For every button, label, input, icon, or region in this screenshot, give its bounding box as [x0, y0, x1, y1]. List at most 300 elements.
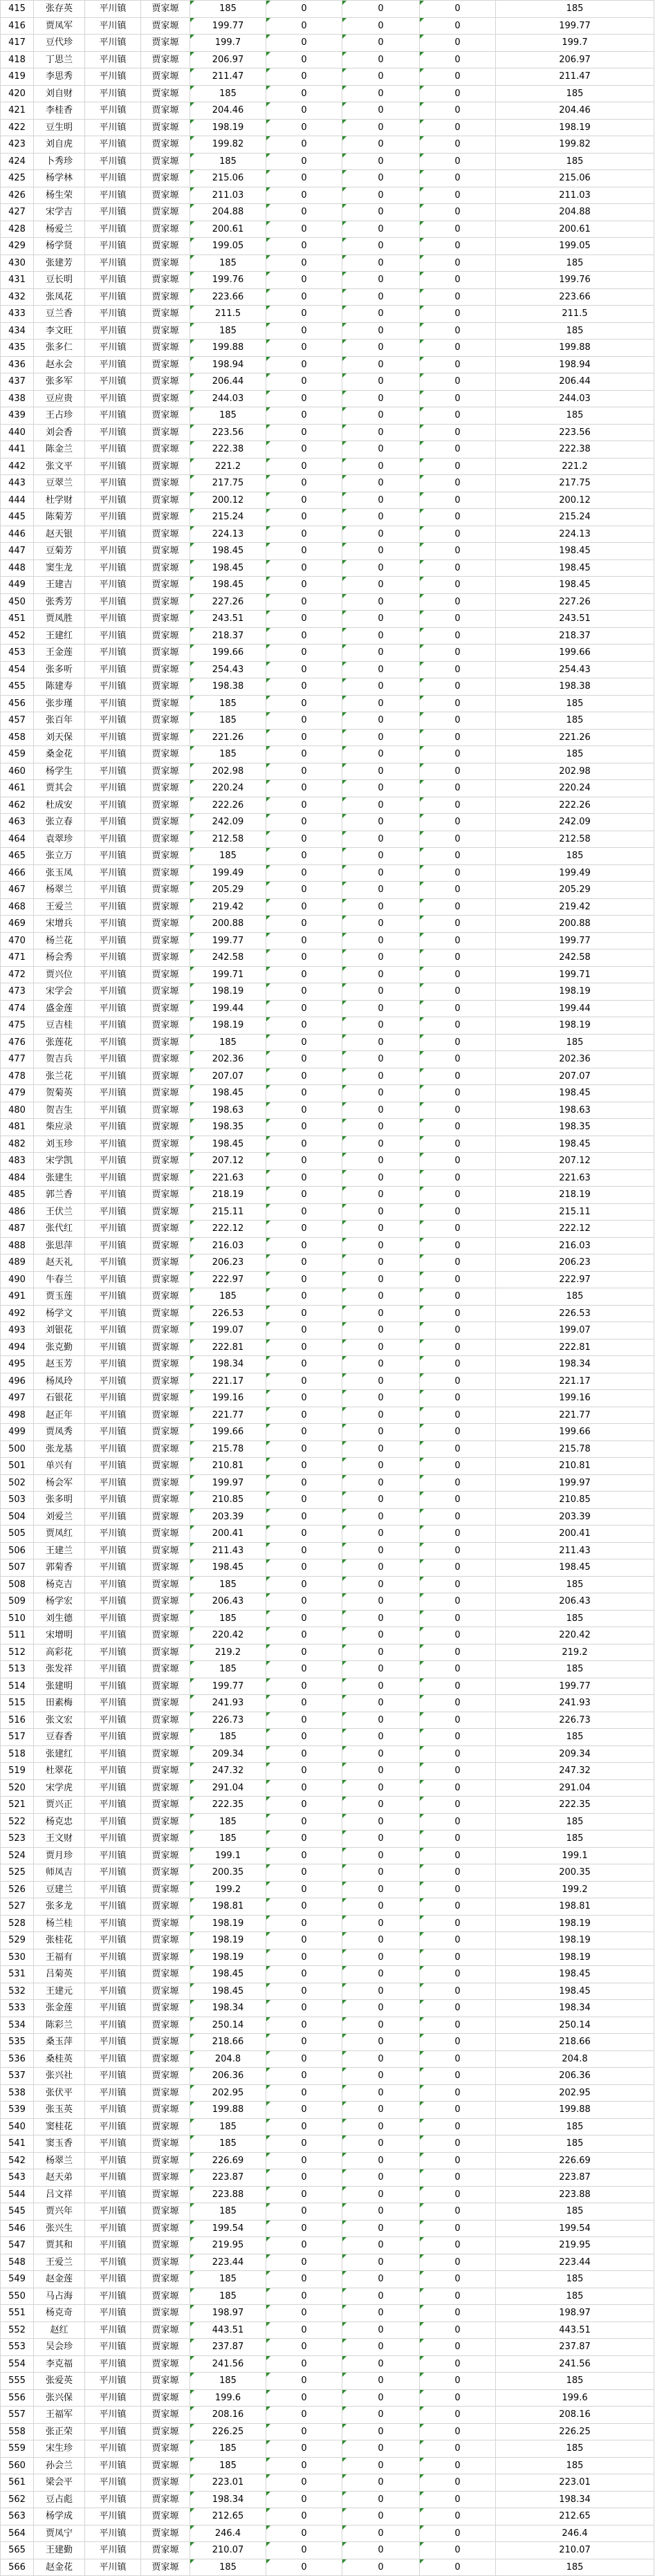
column-3-cell[interactable]: 0 [420, 2050, 496, 2068]
column-1-cell[interactable]: 0 [266, 2254, 342, 2271]
column-2-cell[interactable]: 0 [342, 1034, 420, 1051]
town-cell[interactable]: 平川镇 [85, 2491, 141, 2508]
name-cell[interactable]: 张多听 [34, 661, 85, 678]
total-cell[interactable]: 291.04 [496, 1779, 654, 1797]
name-cell[interactable]: 王文财 [34, 1831, 85, 1848]
column-3-cell[interactable]: 0 [420, 2203, 496, 2221]
name-cell[interactable]: 杨翠兰 [34, 882, 85, 899]
column-3-cell[interactable]: 0 [420, 916, 496, 933]
total-cell[interactable]: 220.24 [496, 780, 654, 797]
amount-cell[interactable]: 185 [190, 2271, 266, 2288]
column-3-cell[interactable]: 0 [420, 1864, 496, 1882]
column-2-cell[interactable]: 0 [342, 2559, 420, 2576]
row-number-cell[interactable]: 487 [1, 1221, 34, 1238]
town-cell[interactable]: 平川镇 [85, 949, 141, 967]
row-number-cell[interactable]: 501 [1, 1458, 34, 1475]
column-1-cell[interactable]: 0 [266, 2203, 342, 2221]
amount-cell[interactable]: 198.45 [190, 1966, 266, 1983]
amount-cell[interactable]: 198.19 [190, 1932, 266, 1949]
village-cell[interactable]: 贾家塬 [141, 1169, 190, 1187]
column-1-cell[interactable]: 0 [266, 577, 342, 594]
amount-cell[interactable]: 254.43 [190, 661, 266, 678]
total-cell[interactable]: 185 [496, 746, 654, 763]
column-3-cell[interactable]: 0 [420, 559, 496, 577]
row-number-cell[interactable]: 461 [1, 780, 34, 797]
total-cell[interactable]: 185 [496, 1610, 654, 1627]
name-cell[interactable]: 杨学文 [34, 1305, 85, 1322]
row-number-cell[interactable]: 541 [1, 2135, 34, 2153]
name-cell[interactable]: 杜成安 [34, 797, 85, 814]
total-cell[interactable]: 185 [496, 1576, 654, 1593]
town-cell[interactable]: 平川镇 [85, 1745, 141, 1763]
row-number-cell[interactable]: 467 [1, 882, 34, 899]
total-cell[interactable]: 198.34 [496, 2491, 654, 2508]
column-3-cell[interactable]: 0 [420, 2339, 496, 2356]
town-cell[interactable]: 平川镇 [85, 1559, 141, 1577]
column-1-cell[interactable]: 0 [266, 85, 342, 102]
row-number-cell[interactable]: 421 [1, 102, 34, 120]
total-cell[interactable]: 185 [496, 153, 654, 170]
row-number-cell[interactable]: 498 [1, 1407, 34, 1424]
name-cell[interactable]: 赵玉芳 [34, 1356, 85, 1373]
town-cell[interactable]: 平川镇 [85, 916, 141, 933]
town-cell[interactable]: 平川镇 [85, 1356, 141, 1373]
town-cell[interactable]: 平川镇 [85, 1932, 141, 1949]
column-1-cell[interactable]: 0 [266, 898, 342, 916]
total-cell[interactable]: 199.49 [496, 864, 654, 882]
column-1-cell[interactable]: 0 [266, 763, 342, 780]
town-cell[interactable]: 平川镇 [85, 1526, 141, 1543]
amount-cell[interactable]: 202.95 [190, 2084, 266, 2102]
column-2-cell[interactable]: 0 [342, 1288, 420, 1306]
column-3-cell[interactable]: 0 [420, 1678, 496, 1695]
column-2-cell[interactable]: 0 [342, 1864, 420, 1882]
amount-cell[interactable]: 185 [190, 2118, 266, 2135]
village-cell[interactable]: 贾家塬 [141, 2017, 190, 2034]
town-cell[interactable]: 平川镇 [85, 2050, 141, 2068]
column-2-cell[interactable]: 0 [342, 712, 420, 730]
village-cell[interactable]: 贾家塬 [141, 1797, 190, 1814]
row-number-cell[interactable]: 514 [1, 1678, 34, 1695]
row-number-cell[interactable]: 499 [1, 1424, 34, 1441]
column-2-cell[interactable]: 0 [342, 2322, 420, 2339]
village-cell[interactable]: 贾家塬 [141, 1915, 190, 1932]
name-cell[interactable]: 张多军 [34, 373, 85, 391]
town-cell[interactable]: 平川镇 [85, 1644, 141, 1661]
village-cell[interactable]: 贾家塬 [141, 238, 190, 255]
column-1-cell[interactable]: 0 [266, 1949, 342, 1966]
column-1-cell[interactable]: 0 [266, 306, 342, 323]
village-cell[interactable]: 贾家塬 [141, 170, 190, 187]
column-2-cell[interactable]: 0 [342, 1271, 420, 1288]
village-cell[interactable]: 贾家塬 [141, 2068, 190, 2085]
town-cell[interactable]: 平川镇 [85, 1085, 141, 1102]
village-cell[interactable]: 贾家塬 [141, 407, 190, 425]
town-cell[interactable]: 平川镇 [85, 1119, 141, 1136]
column-1-cell[interactable]: 0 [266, 1119, 342, 1136]
name-cell[interactable]: 宋增兵 [34, 916, 85, 933]
row-number-cell[interactable]: 493 [1, 1322, 34, 1340]
name-cell[interactable]: 张爱英 [34, 2373, 85, 2390]
amount-cell[interactable]: 199.6 [190, 2389, 266, 2407]
village-cell[interactable]: 贾家塬 [141, 136, 190, 154]
total-cell[interactable]: 205.29 [496, 882, 654, 899]
amount-cell[interactable]: 226.69 [190, 2152, 266, 2169]
total-cell[interactable]: 237.87 [496, 2339, 654, 2356]
name-cell[interactable]: 张建红 [34, 1745, 85, 1763]
row-number-cell[interactable]: 452 [1, 627, 34, 645]
village-cell[interactable]: 贾家塬 [141, 51, 190, 68]
village-cell[interactable]: 贾家塬 [141, 1593, 190, 1611]
column-2-cell[interactable]: 0 [342, 1915, 420, 1932]
amount-cell[interactable]: 226.53 [190, 1305, 266, 1322]
column-1-cell[interactable]: 0 [266, 102, 342, 120]
column-1-cell[interactable]: 0 [266, 1779, 342, 1797]
amount-cell[interactable]: 247.32 [190, 1763, 266, 1780]
row-number-cell[interactable]: 465 [1, 848, 34, 865]
village-cell[interactable]: 贾家塬 [141, 1373, 190, 1390]
column-1-cell[interactable]: 0 [266, 1542, 342, 1559]
village-cell[interactable]: 贾家塬 [141, 2152, 190, 2169]
column-2-cell[interactable]: 0 [342, 2254, 420, 2271]
village-cell[interactable]: 贾家塬 [141, 475, 190, 492]
column-3-cell[interactable]: 0 [420, 272, 496, 289]
town-cell[interactable]: 平川镇 [85, 1034, 141, 1051]
town-cell[interactable]: 平川镇 [85, 1203, 141, 1221]
column-3-cell[interactable]: 0 [420, 340, 496, 357]
row-number-cell[interactable]: 513 [1, 1661, 34, 1678]
column-2-cell[interactable]: 0 [342, 1949, 420, 1966]
name-cell[interactable]: 王建红 [34, 627, 85, 645]
total-cell[interactable]: 223.66 [496, 288, 654, 306]
total-cell[interactable]: 204.8 [496, 2050, 654, 2068]
column-3-cell[interactable]: 0 [420, 1085, 496, 1102]
column-1-cell[interactable]: 0 [266, 51, 342, 68]
column-1-cell[interactable]: 0 [266, 2220, 342, 2237]
amount-cell[interactable]: 185 [190, 1034, 266, 1051]
name-cell[interactable]: 张立春 [34, 814, 85, 831]
town-cell[interactable]: 平川镇 [85, 1271, 141, 1288]
amount-cell[interactable]: 208.16 [190, 2407, 266, 2424]
town-cell[interactable]: 平川镇 [85, 204, 141, 221]
total-cell[interactable]: 199.54 [496, 2220, 654, 2237]
amount-cell[interactable]: 222.26 [190, 797, 266, 814]
village-cell[interactable]: 贾家塬 [141, 2339, 190, 2356]
town-cell[interactable]: 平川镇 [85, 1, 141, 18]
column-2-cell[interactable]: 0 [342, 577, 420, 594]
village-cell[interactable]: 贾家塬 [141, 2407, 190, 2424]
amount-cell[interactable]: 211.5 [190, 306, 266, 323]
row-number-cell[interactable]: 558 [1, 2423, 34, 2440]
amount-cell[interactable]: 242.09 [190, 814, 266, 831]
column-2-cell[interactable]: 0 [342, 1559, 420, 1577]
column-1-cell[interactable]: 0 [266, 509, 342, 526]
column-1-cell[interactable]: 0 [266, 373, 342, 391]
village-cell[interactable]: 贾家塬 [141, 1119, 190, 1136]
row-number-cell[interactable]: 534 [1, 2017, 34, 2034]
amount-cell[interactable]: 237.87 [190, 2339, 266, 2356]
amount-cell[interactable]: 212.65 [190, 2508, 266, 2526]
column-1-cell[interactable]: 0 [266, 1847, 342, 1864]
village-cell[interactable]: 贾家塬 [141, 831, 190, 848]
row-number-cell[interactable]: 480 [1, 1102, 34, 1119]
row-number-cell[interactable]: 415 [1, 1, 34, 18]
row-number-cell[interactable]: 429 [1, 238, 34, 255]
town-cell[interactable]: 平川镇 [85, 272, 141, 289]
column-3-cell[interactable]: 0 [420, 1915, 496, 1932]
name-cell[interactable]: 杨会秀 [34, 949, 85, 967]
town-cell[interactable]: 平川镇 [85, 848, 141, 865]
column-1-cell[interactable]: 0 [266, 559, 342, 577]
amount-cell[interactable]: 216.03 [190, 1237, 266, 1254]
column-2-cell[interactable]: 0 [342, 68, 420, 86]
column-1-cell[interactable]: 0 [266, 661, 342, 678]
name-cell[interactable]: 杜学财 [34, 492, 85, 509]
name-cell[interactable]: 赵红 [34, 2322, 85, 2339]
column-2-cell[interactable]: 0 [342, 1051, 420, 1068]
village-cell[interactable]: 贾家塬 [141, 678, 190, 696]
town-cell[interactable]: 平川镇 [85, 221, 141, 238]
total-cell[interactable]: 185 [496, 2457, 654, 2474]
total-cell[interactable]: 210.81 [496, 1458, 654, 1475]
town-cell[interactable]: 平川镇 [85, 458, 141, 475]
row-number-cell[interactable]: 481 [1, 1119, 34, 1136]
column-3-cell[interactable]: 0 [420, 1068, 496, 1085]
town-cell[interactable]: 平川镇 [85, 51, 141, 68]
column-1-cell[interactable]: 0 [266, 1339, 342, 1356]
column-1-cell[interactable]: 0 [266, 593, 342, 611]
town-cell[interactable]: 平川镇 [85, 2305, 141, 2322]
row-number-cell[interactable]: 442 [1, 458, 34, 475]
amount-cell[interactable]: 198.34 [190, 1356, 266, 1373]
column-3-cell[interactable]: 0 [420, 373, 496, 391]
town-cell[interactable]: 平川镇 [85, 424, 141, 441]
column-3-cell[interactable]: 0 [420, 1424, 496, 1441]
total-cell[interactable]: 222.26 [496, 797, 654, 814]
amount-cell[interactable]: 185 [190, 1288, 266, 1306]
column-2-cell[interactable]: 0 [342, 2373, 420, 2390]
column-3-cell[interactable]: 0 [420, 543, 496, 560]
column-3-cell[interactable]: 0 [420, 1000, 496, 1017]
name-cell[interactable]: 豆菊芳 [34, 543, 85, 560]
row-number-cell[interactable]: 562 [1, 2491, 34, 2508]
column-1-cell[interactable]: 0 [266, 2050, 342, 2068]
amount-cell[interactable]: 198.45 [190, 1983, 266, 2000]
amount-cell[interactable]: 199.88 [190, 2102, 266, 2119]
column-1-cell[interactable]: 0 [266, 2000, 342, 2017]
village-cell[interactable]: 贾家塬 [141, 1, 190, 18]
village-cell[interactable]: 贾家塬 [141, 1288, 190, 1306]
amount-cell[interactable]: 223.87 [190, 2169, 266, 2187]
town-cell[interactable]: 平川镇 [85, 1542, 141, 1559]
column-3-cell[interactable]: 0 [420, 2457, 496, 2474]
column-3-cell[interactable]: 0 [420, 2508, 496, 2526]
town-cell[interactable]: 平川镇 [85, 1288, 141, 1306]
town-cell[interactable]: 平川镇 [85, 288, 141, 306]
total-cell[interactable]: 226.69 [496, 2152, 654, 2169]
row-number-cell[interactable]: 560 [1, 2457, 34, 2474]
column-2-cell[interactable]: 0 [342, 2034, 420, 2051]
town-cell[interactable]: 平川镇 [85, 1983, 141, 2000]
column-3-cell[interactable]: 0 [420, 1661, 496, 1678]
name-cell[interactable]: 贾兴位 [34, 966, 85, 983]
village-cell[interactable]: 贾家塬 [141, 2305, 190, 2322]
column-3-cell[interactable]: 0 [420, 2373, 496, 2390]
column-1-cell[interactable]: 0 [266, 1, 342, 18]
row-number-cell[interactable]: 535 [1, 2034, 34, 2051]
town-cell[interactable]: 平川镇 [85, 2525, 141, 2542]
village-cell[interactable]: 贾家塬 [141, 983, 190, 1001]
column-1-cell[interactable]: 0 [266, 1017, 342, 1035]
row-number-cell[interactable]: 538 [1, 2084, 34, 2102]
column-2-cell[interactable]: 0 [342, 407, 420, 425]
column-2-cell[interactable]: 0 [342, 2474, 420, 2492]
row-number-cell[interactable]: 510 [1, 1610, 34, 1627]
name-cell[interactable]: 张正荣 [34, 2423, 85, 2440]
total-cell[interactable]: 218.37 [496, 627, 654, 645]
name-cell[interactable]: 梁会平 [34, 2474, 85, 2492]
total-cell[interactable]: 246.4 [496, 2525, 654, 2542]
column-1-cell[interactable]: 0 [266, 340, 342, 357]
column-3-cell[interactable]: 0 [420, 1017, 496, 1035]
column-2-cell[interactable]: 0 [342, 1813, 420, 1831]
total-cell[interactable]: 185 [496, 85, 654, 102]
name-cell[interactable]: 窦桂花 [34, 2118, 85, 2135]
column-2-cell[interactable]: 0 [342, 1237, 420, 1254]
town-cell[interactable]: 平川镇 [85, 2339, 141, 2356]
village-cell[interactable]: 贾家塬 [141, 1576, 190, 1593]
name-cell[interactable]: 张建明 [34, 1678, 85, 1695]
column-3-cell[interactable]: 0 [420, 356, 496, 373]
name-cell[interactable]: 张多龙 [34, 1898, 85, 1916]
column-3-cell[interactable]: 0 [420, 2102, 496, 2119]
column-2-cell[interactable]: 0 [342, 136, 420, 154]
total-cell[interactable]: 207.12 [496, 1153, 654, 1170]
column-2-cell[interactable]: 0 [342, 2220, 420, 2237]
column-1-cell[interactable]: 0 [266, 1526, 342, 1543]
column-1-cell[interactable]: 0 [266, 153, 342, 170]
column-1-cell[interactable]: 0 [266, 136, 342, 154]
column-2-cell[interactable]: 0 [342, 509, 420, 526]
town-cell[interactable]: 平川镇 [85, 729, 141, 746]
name-cell[interactable]: 孙会兰 [34, 2457, 85, 2474]
row-number-cell[interactable]: 435 [1, 340, 34, 357]
name-cell[interactable]: 陈彩兰 [34, 2017, 85, 2034]
name-cell[interactable]: 刘天保 [34, 729, 85, 746]
name-cell[interactable]: 丁思兰 [34, 51, 85, 68]
column-2-cell[interactable]: 0 [342, 1373, 420, 1390]
amount-cell[interactable]: 443.51 [190, 2322, 266, 2339]
total-cell[interactable]: 185 [496, 1813, 654, 1831]
column-2-cell[interactable]: 0 [342, 2000, 420, 2017]
row-number-cell[interactable]: 443 [1, 475, 34, 492]
amount-cell[interactable]: 226.73 [190, 1712, 266, 1729]
row-number-cell[interactable]: 455 [1, 678, 34, 696]
village-cell[interactable]: 贾家塬 [141, 1898, 190, 1916]
column-2-cell[interactable]: 0 [342, 966, 420, 983]
name-cell[interactable]: 窦玉香 [34, 2135, 85, 2153]
column-1-cell[interactable]: 0 [266, 1881, 342, 1898]
name-cell[interactable]: 张桂花 [34, 1932, 85, 1949]
row-number-cell[interactable]: 477 [1, 1051, 34, 1068]
town-cell[interactable]: 平川镇 [85, 1221, 141, 1238]
column-3-cell[interactable]: 0 [420, 2118, 496, 2135]
name-cell[interactable]: 豆代珍 [34, 35, 85, 52]
amount-cell[interactable]: 223.01 [190, 2474, 266, 2492]
town-cell[interactable]: 平川镇 [85, 2389, 141, 2407]
amount-cell[interactable]: 215.11 [190, 1203, 266, 1221]
village-cell[interactable]: 贾家塬 [141, 1068, 190, 1085]
column-3-cell[interactable]: 0 [420, 1102, 496, 1119]
row-number-cell[interactable]: 557 [1, 2407, 34, 2424]
column-3-cell[interactable]: 0 [420, 1305, 496, 1322]
village-cell[interactable]: 贾家塬 [141, 2203, 190, 2221]
amount-cell[interactable]: 222.12 [190, 1221, 266, 1238]
column-3-cell[interactable]: 0 [420, 831, 496, 848]
town-cell[interactable]: 平川镇 [85, 492, 141, 509]
column-2-cell[interactable]: 0 [342, 306, 420, 323]
amount-cell[interactable]: 198.94 [190, 356, 266, 373]
village-cell[interactable]: 贾家塬 [141, 848, 190, 865]
town-cell[interactable]: 平川镇 [85, 2135, 141, 2153]
column-2-cell[interactable]: 0 [342, 1102, 420, 1119]
column-3-cell[interactable]: 0 [420, 645, 496, 662]
village-cell[interactable]: 贾家塬 [141, 1085, 190, 1102]
name-cell[interactable]: 卜秀珍 [34, 153, 85, 170]
name-cell[interactable]: 豆建兰 [34, 1881, 85, 1898]
amount-cell[interactable]: 198.35 [190, 1119, 266, 1136]
town-cell[interactable]: 平川镇 [85, 864, 141, 882]
town-cell[interactable]: 平川镇 [85, 441, 141, 458]
village-cell[interactable]: 贾家塬 [141, 17, 190, 35]
column-1-cell[interactable]: 0 [266, 1745, 342, 1763]
column-1-cell[interactable]: 0 [266, 1966, 342, 1983]
name-cell[interactable]: 豆翠兰 [34, 475, 85, 492]
column-3-cell[interactable]: 0 [420, 763, 496, 780]
amount-cell[interactable]: 198.45 [190, 543, 266, 560]
town-cell[interactable]: 平川镇 [85, 1779, 141, 1797]
total-cell[interactable]: 185 [496, 848, 654, 865]
column-2-cell[interactable]: 0 [342, 1390, 420, 1407]
column-1-cell[interactable]: 0 [266, 1915, 342, 1932]
column-3-cell[interactable]: 0 [420, 966, 496, 983]
village-cell[interactable]: 贾家塬 [141, 1508, 190, 1526]
town-cell[interactable]: 平川镇 [85, 1474, 141, 1492]
town-cell[interactable]: 平川镇 [85, 170, 141, 187]
name-cell[interactable]: 张兴保 [34, 2389, 85, 2407]
column-2-cell[interactable]: 0 [342, 932, 420, 949]
column-3-cell[interactable]: 0 [420, 729, 496, 746]
column-2-cell[interactable]: 0 [342, 170, 420, 187]
town-cell[interactable]: 平川镇 [85, 35, 141, 52]
name-cell[interactable]: 郭兰香 [34, 1187, 85, 1204]
total-cell[interactable]: 198.45 [496, 1136, 654, 1153]
row-number-cell[interactable]: 482 [1, 1136, 34, 1153]
column-2-cell[interactable]: 0 [342, 2440, 420, 2458]
column-2-cell[interactable]: 0 [342, 2305, 420, 2322]
amount-cell[interactable]: 185 [190, 2373, 266, 2390]
amount-cell[interactable]: 218.37 [190, 627, 266, 645]
total-cell[interactable]: 200.41 [496, 1526, 654, 1543]
row-number-cell[interactable]: 479 [1, 1085, 34, 1102]
column-3-cell[interactable]: 0 [420, 1034, 496, 1051]
town-cell[interactable]: 平川镇 [85, 2152, 141, 2169]
village-cell[interactable]: 贾家塬 [141, 2135, 190, 2153]
column-1-cell[interactable]: 0 [266, 475, 342, 492]
village-cell[interactable]: 贾家塬 [141, 543, 190, 560]
column-1-cell[interactable]: 0 [266, 2508, 342, 2526]
row-number-cell[interactable]: 563 [1, 2508, 34, 2526]
